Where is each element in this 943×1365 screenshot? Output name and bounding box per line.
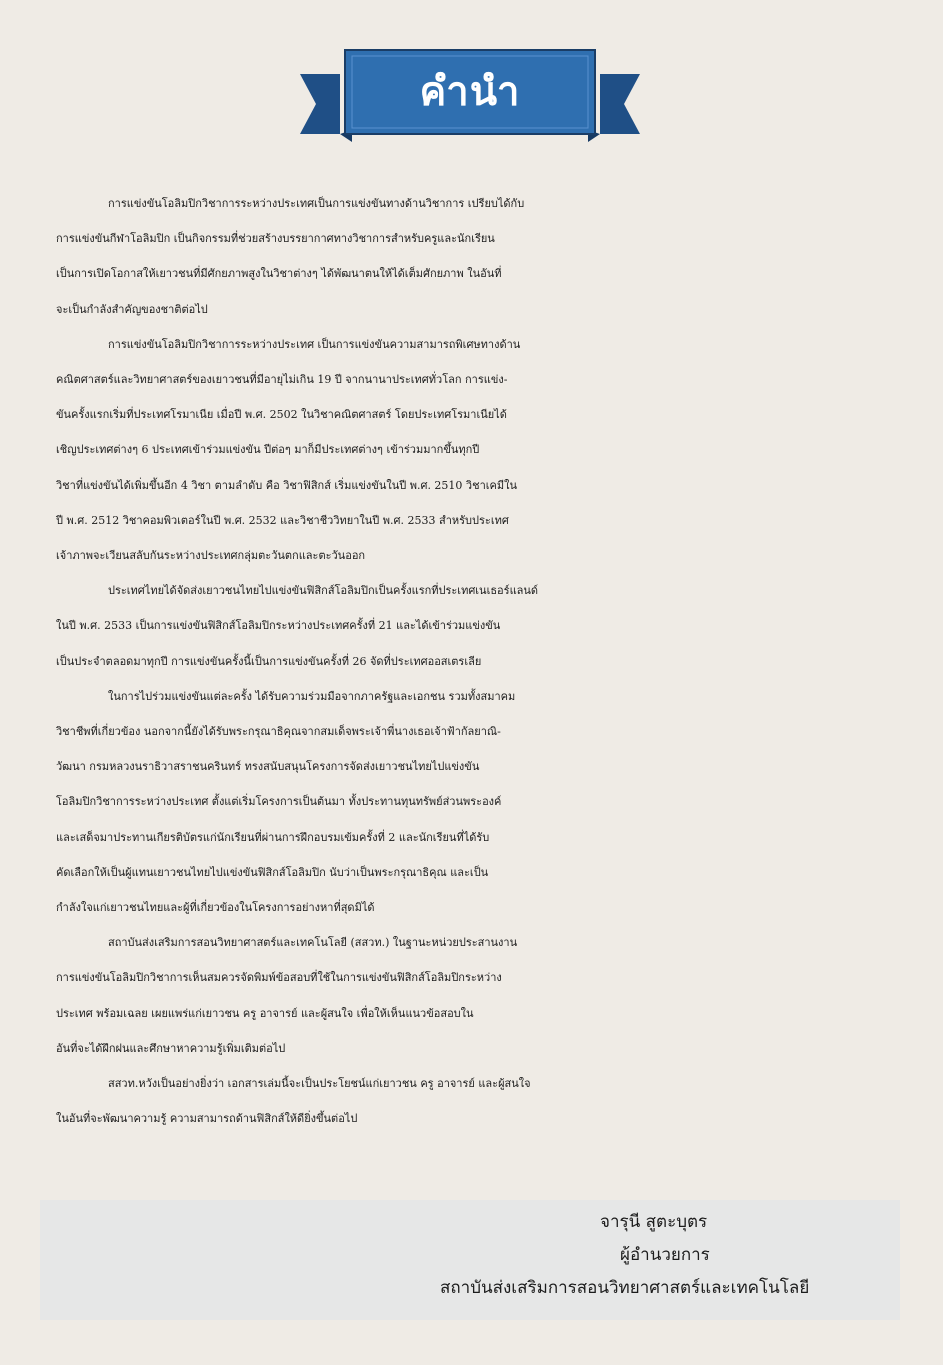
title-ribbon [300,44,640,144]
paragraph-6 [56,1066,890,1136]
text-line: อันที่จะได้ฝึกฝนและศึกษาหาความรู้เพิ่มเติมต่อไป [56,1041,286,1055]
paragraph-2 [56,327,890,573]
text-line: ในปี พ.ศ. 2533 เป็นการแข่งขันฟิสิกส์โอลิมปิกระหว่างประเทศครั้งที่ 21 และได้เข้าร่วมแข่งขัน [56,619,501,633]
page-title: คำนำ [419,69,521,115]
paragraph-5 [56,925,890,1066]
paragraph-4 [56,679,890,925]
text-line: ประเทศไทยได้จัดส่งเยาวชนไทยไปแข่งขันฟิสิกส์โอลิมปิกเป็นครั้งแรกที่ประเทศเนเธอร์แลนด์ [108,584,539,598]
text-line: วิชาที่แข่งขันได้เพิ่มขึ้นอีก 4 วิชา ตามลำดับ คือ วิชาฟิสิกส์ เริ่มแข่งขันในปี พ.ศ. 2510 วิชาเคมีใน [56,478,518,492]
text-line: สถาบันส่งเสริมการสอนวิทยาศาสตร์และเทคโนโลยี (สสวท.) ในฐานะหน่วยประสานงาน [108,936,518,950]
text-line: คณิตศาสตร์และวิทยาศาสตร์ของเยาวชนที่มีอายุไม่เกิน 19 ปี จากนานาประเทศทั่วโลก การแข่ง- [56,373,508,387]
text-line: การแข่งขันโอลิมปิกวิชาการระหว่างประเทศ เป็นการแข่งขันความสามารถพิเศษทางด้าน [108,337,521,351]
text-line: โอลิมปิกวิชาการระหว่างประเทศ ตั้งแต่เริ่มโครงการเป็นต้นมา ทั้งประทานทุนทรัพย์ส่วนพระองค์ [56,795,502,809]
preface-body [56,186,890,1136]
text-line: ประเทศ พร้อมเฉลย เผยแพร่แก่เยาวชน ครู อาจารย์ และผู้สนใจ เพื่อให้เห็นแนวข้อสอบใน [56,1006,474,1020]
text-line: การแข่งขันโอลิมปิกวิชาการระหว่างประเทศเป็นการแข่งขันทางด้านวิชาการ เปรียบได้กับ [108,197,525,210]
text-line: วิชาชีพที่เกี่ยวข้อง นอกจากนี้ยังได้รับพระกรุณาธิคุณจากสมเด็จพระเจ้าพี่นางเธอเจ้าฟ้ากัลยาณิ- [56,725,501,739]
text-line: เป็นการเปิดโอกาสให้เยาวชนที่มีศักยภาพสูงในวิชาต่างๆ ได้พัฒนาตนให้ได้เต็มศักยภาพ ในอันที่ [56,267,502,281]
paragraph-1 [56,186,890,327]
text-line: ขันครั้งแรกเริ่มที่ประเทศโรมาเนีย เมื่อปี พ.ศ. 2502 ในวิชาคณิตศาสตร์ โดยประเทศโรมาเนียได้ [56,408,507,422]
text-line: และเสด็จมาประทานเกียรติบัตรแก่นักเรียนที่ผ่านการฝึกอบรมเข้มครั้งที่ 2 และนักเรียนที่ได้รับ [56,830,490,844]
text-line: ปี พ.ศ. 2512 วิชาคอมพิวเตอร์ในปี พ.ศ. 2532 และวิชาชีววิทยาในปี พ.ศ. 2533 สำหรับประเทศ [56,513,509,527]
signatory-name: จารุนี สูตะบุตร [600,1212,708,1232]
text-line: จะเป็นกำลังสำคัญของชาติต่อไป [56,302,208,316]
text-line: ในการไปร่วมแข่งขันแต่ละครั้ง ได้รับความร่วมมือจากภาครัฐและเอกชน รวมทั้งสมาคม [108,689,516,703]
text-line: คัดเลือกให้เป็นผู้แทนเยาวชนไทยไปแข่งขันฟิสิกส์โอลิมปิก นับว่าเป็นพระกรุณาธิคุณ และเป็น [56,865,489,879]
text-line: สสวท.หวังเป็นอย่างยิ่งว่า เอกสารเล่มนี้จะเป็นประโยชน์แก่เยาวชน ครู อาจารย์ และผู้สนใจ [108,1077,531,1091]
text-line: เชิญประเทศต่างๆ 6 ประเทศเข้าร่วมแข่งขัน ปีต่อๆ มาก็มีประเทศต่างๆ เข้าร่วมมากขึ้นทุกปี [56,443,480,457]
text-line: การแข่งขันกีฬาโอลิมปิก เป็นกิจกรรมที่ช่วยสร้างบรรยากาศทางวิชาการสำหรับครูและนักเรียน [56,232,495,246]
text-line: เจ้าภาพจะเวียนสลับกันระหว่างประเทศกลุ่มตะวันตกและตะวันออก [56,549,366,563]
signatory-position: ผู้อำนวยการ [620,1245,710,1265]
signatory-organization: สถาบันส่งเสริมการสอนวิทยาศาสตร์และเทคโนโลยี [440,1278,810,1298]
text-line: ในอันที่จะพัฒนาความรู้ ความสามารถด้านฟิสิกส์ให้ดียิ่งขึ้นต่อไป [56,1112,358,1126]
text-line: กำลังใจแก่เยาวชนไทยและผู้ที่เกี่ยวข้องในโครงการอย่างหาที่สุดมิได้ [56,901,375,915]
text-line: การแข่งขันโอลิมปิกวิชาการเห็นสมควรจัดพิมพ์ข้อสอบที่ใช้ในการแข่งขันฟิสิกส์โอลิมปิกระหว่าง [56,971,502,985]
text-line: เป็นประจำตลอดมาทุกปี การแข่งขันครั้งนี้เป็นการแข่งขันครั้งที่ 26 จัดที่ประเทศออสเตรเลีย [56,654,482,668]
paragraph-3 [56,573,890,679]
text-line: วัฒนา กรมหลวงนราธิวาสราชนครินทร์ ทรงสนับสนุนโครงการจัดส่งเยาวชนไทยไปแข่งขัน [56,760,480,774]
